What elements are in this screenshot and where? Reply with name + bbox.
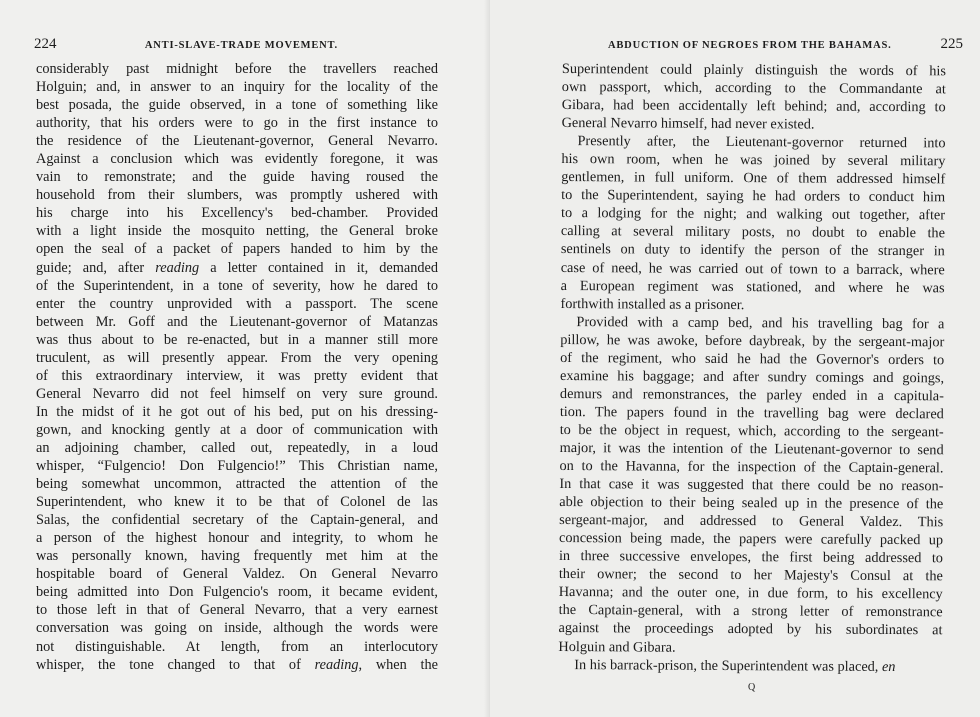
text-line: In that case it was suggested that there could be no reason- <box>559 476 944 495</box>
text-line: Superintendent could plainly distinguish the words of his <box>561 60 946 80</box>
running-title-right: ABDUCTION OF NEGROES FROM THE BAHAMAS. <box>608 40 892 51</box>
text-line: in three successive envelopes, the first being addressed to <box>558 548 944 567</box>
text-line: case of need, he was carried out of town to a barrack, where <box>560 259 945 278</box>
text-line: against the proceedings adopted by his subordinates at <box>558 620 943 639</box>
text-line: considerably past midnight before the travellers reached <box>36 61 438 77</box>
text-line: best posada, the guide observed, in a tone of something like <box>36 97 438 114</box>
text-line: Superintendent, who knew it to be that of Colonel de las <box>36 494 438 511</box>
text-line: the Captain-general, with a strong letter of remonstrance <box>558 602 943 621</box>
text-line: authority, that his orders were to go in the first instance to <box>36 115 438 132</box>
right-page-text <box>558 60 946 676</box>
text-line: General Nevarro did not feel himself on very sure ground. <box>36 385 438 402</box>
text-line: demurs and remonstrances, the parley ended in a capitula- <box>559 385 945 405</box>
text-line: to a lodging for the night; and walking out together, after <box>561 205 946 224</box>
text-line: sergeant-major, and addressed to General Valdez. This <box>559 512 944 531</box>
signature-mark: Q <box>748 682 757 693</box>
text-line: enter the country unprovided with a passport. The scene <box>36 295 438 312</box>
text-line: Holguin and Gibara. <box>558 638 676 656</box>
text-line: household from their slumbers, was promptly ushered with <box>36 187 438 204</box>
text-line: pillow, he was awoke, before daybreak, by the sergeant-major <box>560 331 945 351</box>
text-line: was thus about to be re-enacted, but in a manner still more <box>36 331 438 348</box>
text-line: Provided with a camp bed, and his travelling bag for a <box>576 313 945 332</box>
text-line: hospitable board of General Valdez. On General Nevarro <box>36 566 438 583</box>
running-title-left: ANTI-SLAVE-TRADE MOVEMENT. <box>144 40 338 51</box>
text-line: to those left in that of General Nevarro, that a very earnest <box>36 602 438 619</box>
text-line: concession being made, the papers were carefully packed up <box>559 530 944 549</box>
text-line: whisper, the tone changed to that of reading, when the <box>36 656 439 673</box>
text-line: own passport, which, according to the Commandante at <box>561 79 946 98</box>
text-line: calling at several military posts, no doubt to enable the <box>560 223 945 242</box>
text-line: not distinguishable. At length, from an interlocutory <box>36 638 438 655</box>
text-line: to be the object in request, which, according to the sergeant- <box>559 421 944 441</box>
text-line: of this extraordinary interview, it was pretty evident that <box>36 367 438 384</box>
text-line: being admitted into Don Fulgencio's room, it became evident, <box>36 584 438 601</box>
text-line: forthwith installed as a prisoner. <box>560 295 745 313</box>
text-line: Salas, the confidential secretary of the Captain-general, and <box>36 512 438 529</box>
text-line: Gibara, had been accidentally left behind; and, according to <box>561 97 946 116</box>
text-line: the residence of the Lieutenant-governor, General Nevarro. <box>36 133 438 150</box>
page-number-right: 225 <box>940 36 963 52</box>
text-line: Presently after, the Lieutenant-governor returned into <box>577 133 946 152</box>
text-line: Holguin; and, in answer to an inquiry for the locality of the <box>36 79 438 96</box>
text-line: being somewhat uncommon, attracted the attention of the <box>36 476 438 493</box>
text-line: examine his baggage; and after sundry comings and goings, <box>560 367 945 387</box>
text-line: their owner; the second to her Majesty's Consul at the <box>558 566 943 585</box>
text-line: a European regiment was stationed, and where he was <box>560 277 945 296</box>
text-line: In the midst of it he got out of his bed, put on his dressing- <box>36 403 438 420</box>
text-line: his own room, when he was joined by several military <box>561 151 946 170</box>
left-page-text <box>36 60 438 674</box>
text-line: major, it was the intention of the Lieutenant-governor to send <box>559 439 944 459</box>
text-line: an adjoining chamber, called out, repeatedly, in a loud <box>36 439 438 456</box>
text-line: on to the Havanna, for the inspection of the Captain-general. <box>559 458 944 477</box>
text-line: truculent, as will presently appear. From the very opening <box>36 349 438 366</box>
right-page-header <box>608 36 963 56</box>
text-line: guide; and, after reading a letter contained in it, demanded <box>36 259 438 276</box>
text-line: gentlemen, in full uniform. One of them addressed himself <box>561 169 946 188</box>
left-page-header <box>34 36 434 56</box>
text-line: gown, and knocking gently at a door of communication with <box>36 421 438 438</box>
text-line: with a light inside the mosquito netting, the General broke <box>36 223 438 240</box>
text-line: open the seal of a packet of papers handed to him by the <box>36 241 438 258</box>
text-line: tion. The papers found in the travelling bag were declared <box>559 403 944 423</box>
text-line: conversation was going on inside, although the words were <box>36 620 438 637</box>
text-line: a person of the highest honour and integrity, to whom he <box>36 530 438 547</box>
text-line: to the Superintendent, saying he had orders to conduct him <box>561 187 946 206</box>
text-line: vain to remonstrate; and the guide having roused the <box>36 169 438 186</box>
text-line: In his barrack-prison, the Superintendent was placed, en <box>574 656 896 675</box>
text-line: of the Superintendent, in a tone of severity, how he dared to <box>36 277 438 294</box>
text-line: sentinels on duty to identify the person of the stranger in <box>560 241 945 260</box>
text-line: his charge into his Excellency's bed-chamber. Provided <box>36 205 438 222</box>
text-line: between Mr. Goff and the Lieutenant-governor of Matanzas <box>36 313 438 330</box>
text-line: was personally known, having frequently met him at the <box>36 548 438 565</box>
text-line: General Nevarro himself, had never existed. <box>561 115 815 133</box>
text-line: able objection to their being sealed up in the presence of the <box>559 494 944 513</box>
text-line: Against a conclusion which was evidently foregone, it was <box>36 151 438 168</box>
text-line: Havanna; and the outer one, in due form, to his excellency <box>558 584 943 603</box>
right-page <box>490 0 980 717</box>
text-line: of the regiment, who said he had the Governor's orders to <box>560 349 945 369</box>
page-number-left: 224 <box>34 36 57 52</box>
text-line: whisper, “Fulgencio! Don Fulgencio!” This Christian name, <box>36 458 438 475</box>
